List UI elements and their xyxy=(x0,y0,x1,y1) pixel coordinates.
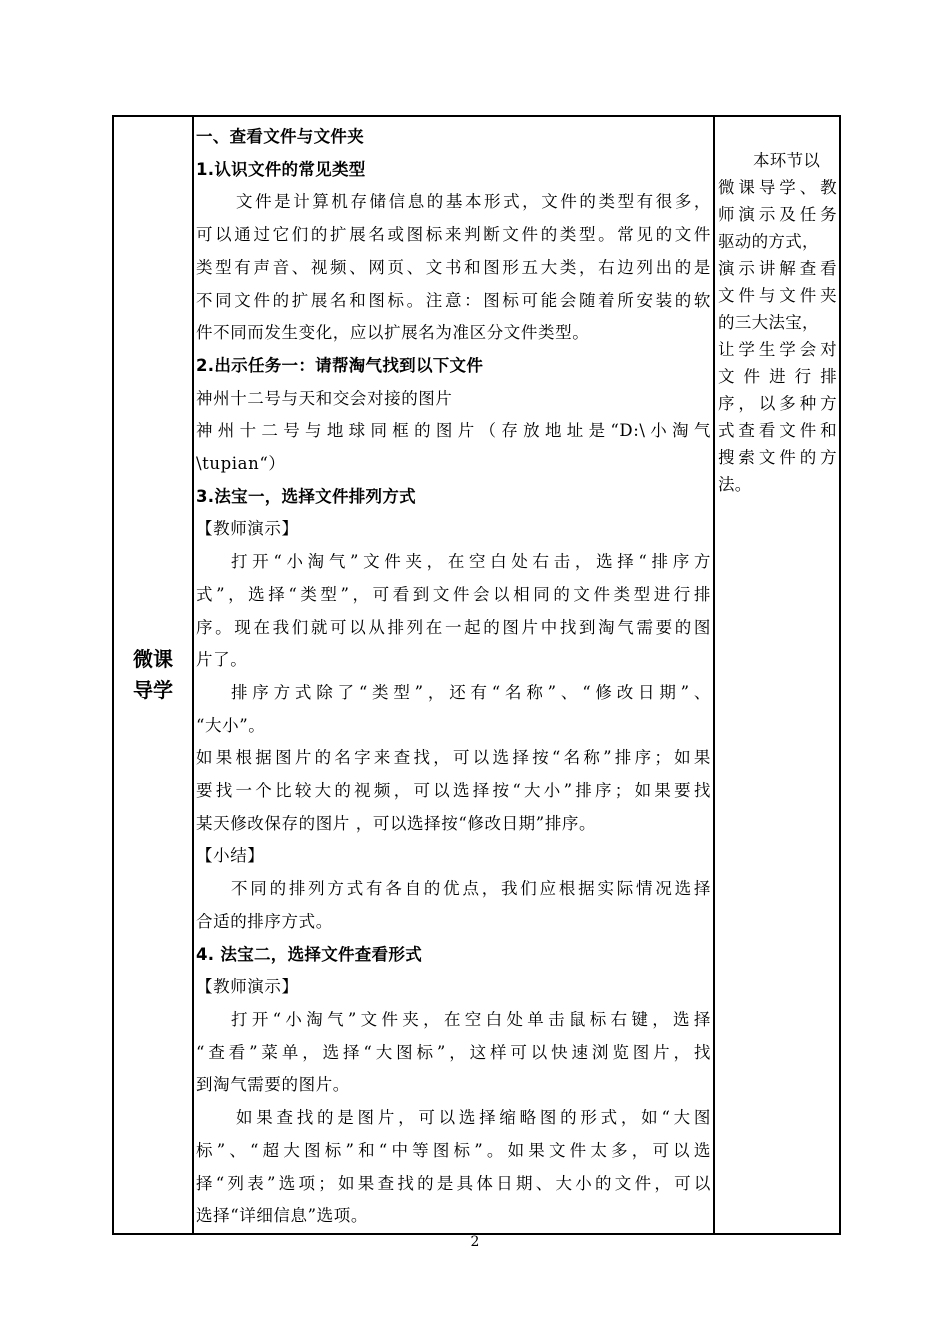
note-line: 文件进行排 xyxy=(718,367,837,386)
paragraph-line: 类型有声音、视频、网页、文书和图形五大类，右边列出的是 xyxy=(196,257,711,277)
paragraph-line: 片了。 xyxy=(196,650,248,670)
paragraph-line: 到淘气需要的图片。 xyxy=(196,1075,350,1095)
paragraph-line: 件不同而发生变化，应以扩展名为准区分文件类型。 xyxy=(196,323,590,343)
note-line: 的三大法宝， xyxy=(718,313,819,332)
note-line: 文件与文件夹 xyxy=(718,286,837,305)
subheading-method-two: 4. 法宝二，选择文件查看形式 xyxy=(196,944,422,964)
teacher-demo-label: 【教师演示】 xyxy=(196,519,299,539)
note-line: 本环节以 xyxy=(753,151,821,170)
paragraph-line: 择“列表”选项；如果查找的是具体日期、大小的文件，可以 xyxy=(196,1173,711,1193)
task-item: 神州十二号与天和交会对接的图片 xyxy=(196,388,453,408)
paragraph-line: 要找一个比较大的视频，可以选择按“大小”排序；如果要找 xyxy=(196,781,711,801)
paragraph-line: 如果查找的是图片，可以选择缩略图的形式，如“大图 xyxy=(236,1108,711,1128)
design-note xyxy=(715,117,839,498)
subheading-file-types: 1.认识文件的常见类型 xyxy=(196,159,366,179)
section-label-cell xyxy=(113,116,193,1234)
note-line: 演示讲解查看 xyxy=(718,259,837,278)
paragraph-line: 不同的排列方式有各自的优点，我们应根据实际情况选择 xyxy=(231,879,711,899)
note-line: 让学生学会对 xyxy=(718,340,837,359)
subheading-method-one: 3.法宝一，选择文件排列方式 xyxy=(196,486,416,506)
paragraph-line: 式”，选择“类型”，可看到文件会以相同的文件类型进行排 xyxy=(196,584,711,604)
note-line: 微课导学、教 xyxy=(718,178,837,197)
paragraph-line: “大小”。 xyxy=(196,715,266,735)
paragraph-line: 合适的排序方式。 xyxy=(196,911,333,931)
paragraph-line: 打开“小淘气”文件夹，在空白处单击鼠标右键，选择 xyxy=(231,1009,711,1029)
page-number: 2 xyxy=(470,1234,480,1250)
summary-label: 【小结】 xyxy=(196,846,265,866)
paragraph-line: 打开“小淘气”文件夹，在空白处右击，选择“排序方 xyxy=(231,552,711,572)
task-item-continued: \tupian“） xyxy=(196,454,286,474)
content-body xyxy=(194,117,713,1233)
subheading-task-one: 2.出示任务一：请帮淘气找到以下文件 xyxy=(196,355,484,375)
note-line: 驱动的方式， xyxy=(718,232,819,251)
note-line: 法。 xyxy=(718,475,752,494)
note-line: 式查看文件和 xyxy=(718,421,837,440)
note-line: 序，以多种方 xyxy=(718,394,837,413)
paragraph-line: 某天修改保存的图片 ，可以选择按“修改日期”排序。 xyxy=(196,813,597,833)
paragraph-line: 序。现在我们就可以从排列在一起的图片中找到淘气需要的图 xyxy=(196,617,711,637)
content-cell xyxy=(193,116,714,1234)
paragraph-line: 不同文件的扩展名和图标。注意：图标可能会随着所安装的软 xyxy=(196,290,711,310)
lesson-table xyxy=(112,115,841,1235)
table-row xyxy=(113,116,840,1234)
paragraph-line: 排序方式除了“类型”，还有“名称”、“修改日期”、 xyxy=(231,682,711,702)
paragraph-line: 标”、“超大图标”和“中等图标”。如果文件太多，可以选 xyxy=(196,1140,711,1160)
note-line: 搜索文件的方 xyxy=(718,448,837,467)
task-item: 神州十二号与地球同框的图片（存放地址是“D:\小淘气 xyxy=(196,421,711,441)
paragraph-line: “查看”菜单，选择“大图标”，这样可以快速浏览图片，找 xyxy=(196,1042,711,1062)
section-label: 微课导学 xyxy=(133,646,173,702)
paragraph-line: 文件是计算机存储信息的基本形式，文件的类型有很多， xyxy=(236,192,711,212)
paragraph-line: 选择“详细信息”选项。 xyxy=(196,1206,368,1226)
heading-view-files: 一、查看文件与文件夹 xyxy=(196,127,364,146)
paragraph-line: 可以通过它们的扩展名或图标来判断文件的类型。常见的文件 xyxy=(196,225,711,245)
paragraph-line: 如果根据图片的名字来查找，可以选择按“名称”排序；如果 xyxy=(196,748,711,768)
teacher-demo-label: 【教师演示】 xyxy=(196,977,299,997)
note-line: 师演示及任务 xyxy=(718,205,837,224)
design-note-cell xyxy=(714,116,840,1234)
